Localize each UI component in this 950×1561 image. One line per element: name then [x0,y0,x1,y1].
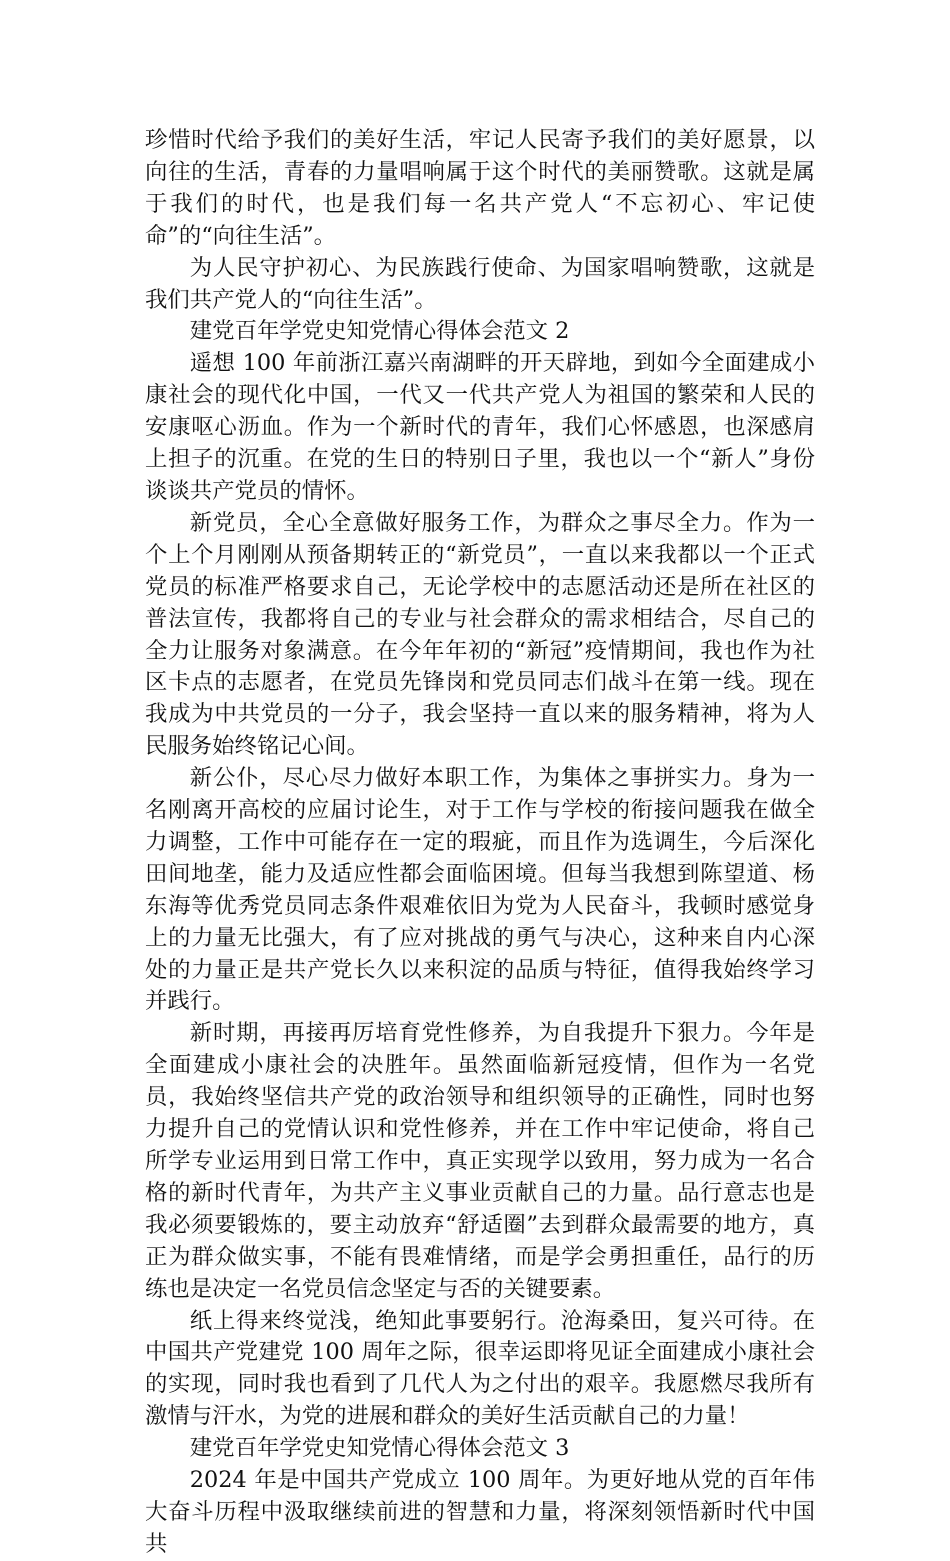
section-heading-2: 建党百年学党史知党情心得体会范文 2 [189,318,570,345]
paragraph: 2024 年是中国共产党成立 100 周年。为更好地从党的百年伟大奋斗历程中汲取继续前进的智慧和力量，将深刻领悟新时代中国共 [145,1467,815,1557]
paragraph: 遥想 100 年前浙江嘉兴南湖畔的开天辟地，到如今全面建成小康社会的现代化中国，一代又一代共产党人为祖国的繁荣和人民的安康呕心沥血。作为一个新时代的青年，我们心怀感恩，也深感肩上担子的沉重。在党的生日的特别日子里，我也以一个“新人”身份谈谈共产党员的情怀。 [145,350,815,504]
paragraph: 新时期，再接再厉培育党性修养，为自我提升下狠力。今年是全面建成小康社会的决胜年。虽然面临新冠疫情，但作为一名党员，我始终坚信共产党的政治领导和组织领导的正确性，同时也努力提升自己的党情认识和党性修养，并在工作中牢记使命，将自己所学专业运用到日常工作中，真正实现学以致用，努力成为一名合格的新时代青年，为共产主义事业贡献自己的力量。品行意志也是我必须要锻炼的，要主动放弃“舒适圈”去到群众最需要的地方，真正为群众做实事，不能有畏难情绪，而是学会勇担重任，品行的历练也是决定一名党员信念坚定与否的关键要素。 [145,1020,815,1302]
paragraph: 新党员，全心全意做好服务工作，为群众之事尽全力。作为一个上个月刚刚从预备期转正的“新党员”，一直以来我都以一个正式党员的标准严格要求自己，无论学校中的志愿活动还是所在社区的普法宣传，我都将自己的专业与社会群众的需求相结合，尽自己的全力让服务对象满意。在今年年初的“新冠”疫情期间，我也作为社区卡点的志愿者，在党员先锋岗和党员同志们战斗在第一线。现在我成为中共党员的一分子，我会坚持一直以来的服务精神，将为人民服务始终铭记心间。 [145,509,815,760]
document-body [145,125,815,1561]
paragraph-conclusion: 为人民守护初心、为民族践行使命、为国家唱响赞歌，这就是我们共产党人的“向往生活”。 [145,254,815,313]
paragraph: 纸上得来终觉浅，绝知此事要躬行。沧海桑田，复兴可待。在中国共产党建党 100 周年之际，很幸运即将见证全面建成小康社会的实现，同时我也看到了几代人为之付出的艰辛。我愿燃尽我所有激情与汗水，为党的进展和群众的美好生活贡献自己的力量！ [145,1307,815,1430]
section-heading-3: 建党百年学党史知党情心得体会范文 3 [189,1435,570,1462]
paragraph: 新公仆，尽心尽力做好本职工作，为集体之事拼实力。身为一名刚离开高校的应届讨论生，对于工作与学校的衔接问题我在做全力调整，工作中可能存在一定的瑕疵，而且作为选调生，今后深化田间地垄，能力及适应性都会面临困境。但每当我想到陈望道、杨东海等优秀党员同志条件艰难依旧为党为人民奋斗，我顿时感觉身上的力量无比强大，有了应对挑战的勇气与决心，这种来自内心深处的力量正是共产党长久以来积淀的品质与特征，值得我始终学习并践行。 [145,765,815,1015]
paragraph-intro: 珍惜时代给予我们的美好生活，牢记人民寄予我们的美好愿景，以向往的生活，青春的力量唱响属于这个时代的美丽赞歌。这就是属于我们的时代，也是我们每一名共产党人“不忘初心、牢记使命”的“向往生活”。 [145,127,815,249]
